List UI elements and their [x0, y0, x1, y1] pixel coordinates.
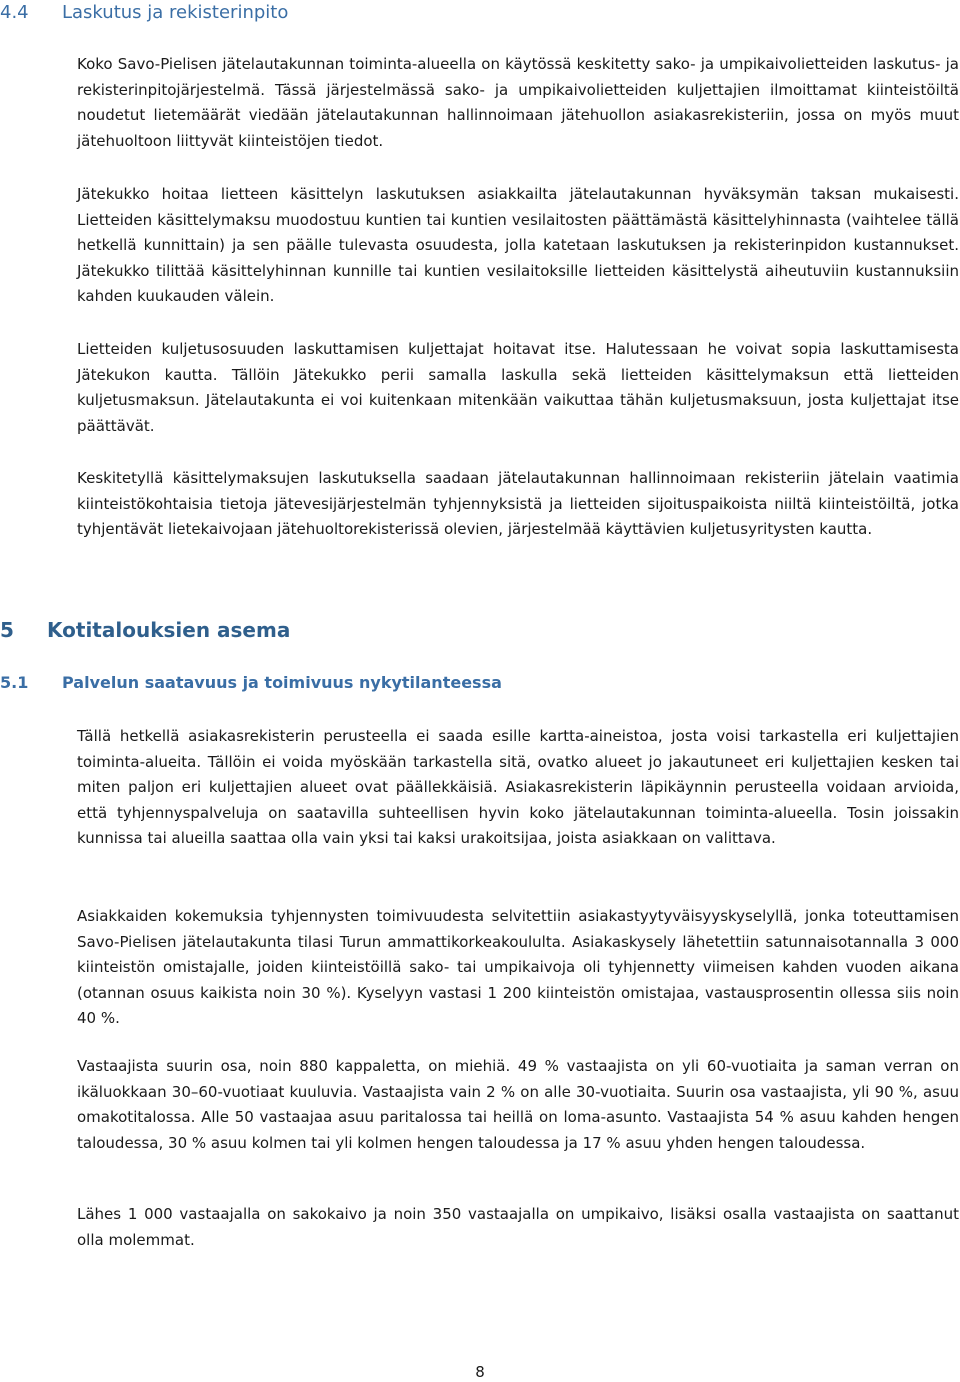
paragraph-treatment-fee: Jätekukko hoitaa lietteen käsittelyn laskutuksen asiakkailta jätelautakunnan hyväksymän taksan mukaisesti. Lietteiden käsittelymaksu muodostuu kuntien tai kuntien vesilaitosten päättämästä käsittelyhinnasta (vaihtelee tällä hetkellä kunnittain) ja sen päälle tulevasta osuudesta, jolla katetaan laskutuksen ja rekisterinpidon kustannukset. Jätekukko tilittää käsittelyhinnan kunnille tai kuntien vesilaitoksille lietteiden käsittelystä aiheutuviin kustannuksiin kahden kuukauden välein.: [77, 185, 959, 305]
paragraph-billing-system: Koko Savo-Pielisen jätelautakunnan toiminta-alueella on käytössä keskitetty sako- ja umpikaivolietteiden laskutus- ja rekisterinpitojärjestelmä. Tässä järjestelmässä sako- ja umpikaivolietteiden kuljettajien ilmoittamat kiinteistöiltä noudetut lietemäärät viedään jätelautakunnan hallinnoimaan jätehuollon asiakasrekisteriin, jossa on myös muut jätehuoltoon liittyvät kiinteistöjen tiedot.: [77, 55, 959, 150]
section-number: 4.4: [0, 2, 29, 23]
paragraph-transport-billing: Lietteiden kuljetusosuuden laskuttamisen kuljettajat hoitavat itse. Halutessaan he voivat sopia laskuttamisesta Jätekukon kautta. Tällöin Jätekukko perii samalla laskulla sekä lietteiden käsittelymaksun että lietteiden kuljetusmaksun. Jätelautakunta ei voi kuitenkaan mitenkään vaikuttaa tähän kuljetusmaksuun, josta kuljettajat itse päättävät.: [77, 340, 959, 435]
section-title: Kotitalouksien asema: [47, 618, 291, 642]
paragraph-service-availability: Tällä hetkellä asiakasrekisterin perusteella ei saada esille kartta-aineistoa, josta voisi tarkastella eri kuljettajien toiminta-alueita. Tällöin ei voida myöskään tarkastella sitä, ovatko alueet jo jakautuneet eri kuljettajien kesken tai miten paljon eri kuljettajien alueet ovat päällekkäisiä. Asiakasrekisterin läpikäynnin perusteella voidaan arvioida, että tyhjennyspalveluja on saatavilla suhteellisen hyvin koko jätelautakunnan toiminta-alueella. Tosin joissakin kunnissa tai alueilla saattaa olla vain yksi tai kaksi urakoitsijaa, joista asiakkaan on valittava.: [77, 727, 959, 847]
paragraph-centralized-billing: Keskitetyllä käsittelymaksujen laskutuksella saadaan jätelautakunnan hallinnoimaan rekisteriin jätelain vaatimia kiinteistökohtaisia tietoja jätevesijärjestelmän tyhjennyksistä ja lietteiden sijoituspaikoista niiltä kiinteistöiltä, jotka tyhjentävät lietekaivojaan jätehuoltorekisterissä olevien, järjestelmää käyttävien kuljetusyritysten kautta.: [77, 469, 959, 538]
paragraph-respondents: Vastaajista suurin osa, noin 880 kappaletta, on miehiä. 49 % vastaajista on yli 60-vuotiaita ja saman verran on ikäluokkaan 30–60-vuotiaat kuuluvia. Vastaajista vain 2 % on alle 30-vuotiaita. Suurin osa vastaajista, yli 90 %, asuu omakotitalossa. Alle 50 vastaajaa asuu paritalossa tai heillä on loma-asunto. Vastaajista 54 % asuu kahden hengen taloudessa, 30 % asuu kolmen tai yli kolmen hengen taloudessa ja 17 % asuu yhden hengen taloudessa.: [77, 1057, 959, 1152]
section-number: 5.1: [0, 673, 29, 692]
section-title: Laskutus ja rekisterinpito: [62, 2, 289, 23]
section-heading-4-4: [0, 2, 288, 24]
paragraph-well-types: Lähes 1 000 vastaajalla on sakokaivo ja noin 350 vastaajalla on umpikaivo, lisäksi osalla vastaajista on saattanut olla molemmat.: [77, 1205, 959, 1249]
section-number: 5: [0, 618, 14, 642]
section-heading-5: [0, 617, 290, 643]
page-number: 8: [475, 1363, 485, 1381]
section-heading-5-1: [0, 672, 502, 694]
section-title: Palvelun saatavuus ja toimivuus nykytilanteessa: [62, 673, 502, 692]
paragraph-customer-survey: Asiakkaiden kokemuksia tyhjennysten toimivuudesta selvitettiin asiakastyytyväisyyskyselyllä, jonka toteuttamisen Savo-Pielisen jätelautakunta tilasi Turun ammattikorkeakoululta. Asiakaskysely lähetettiin satunnaisotannalla 3 000 kiinteistön omistajalle, joiden kiinteistöillä sako- tai umpikaivoja oli tyhjennetty viimeisen kahden vuoden aikana (otannan osuus kaikista noin 30 %). Kyselyyn vastasi 1 200 kiinteistön omistajaa, vastausprosentin ollessa siis noin 40 %.: [77, 907, 959, 1027]
